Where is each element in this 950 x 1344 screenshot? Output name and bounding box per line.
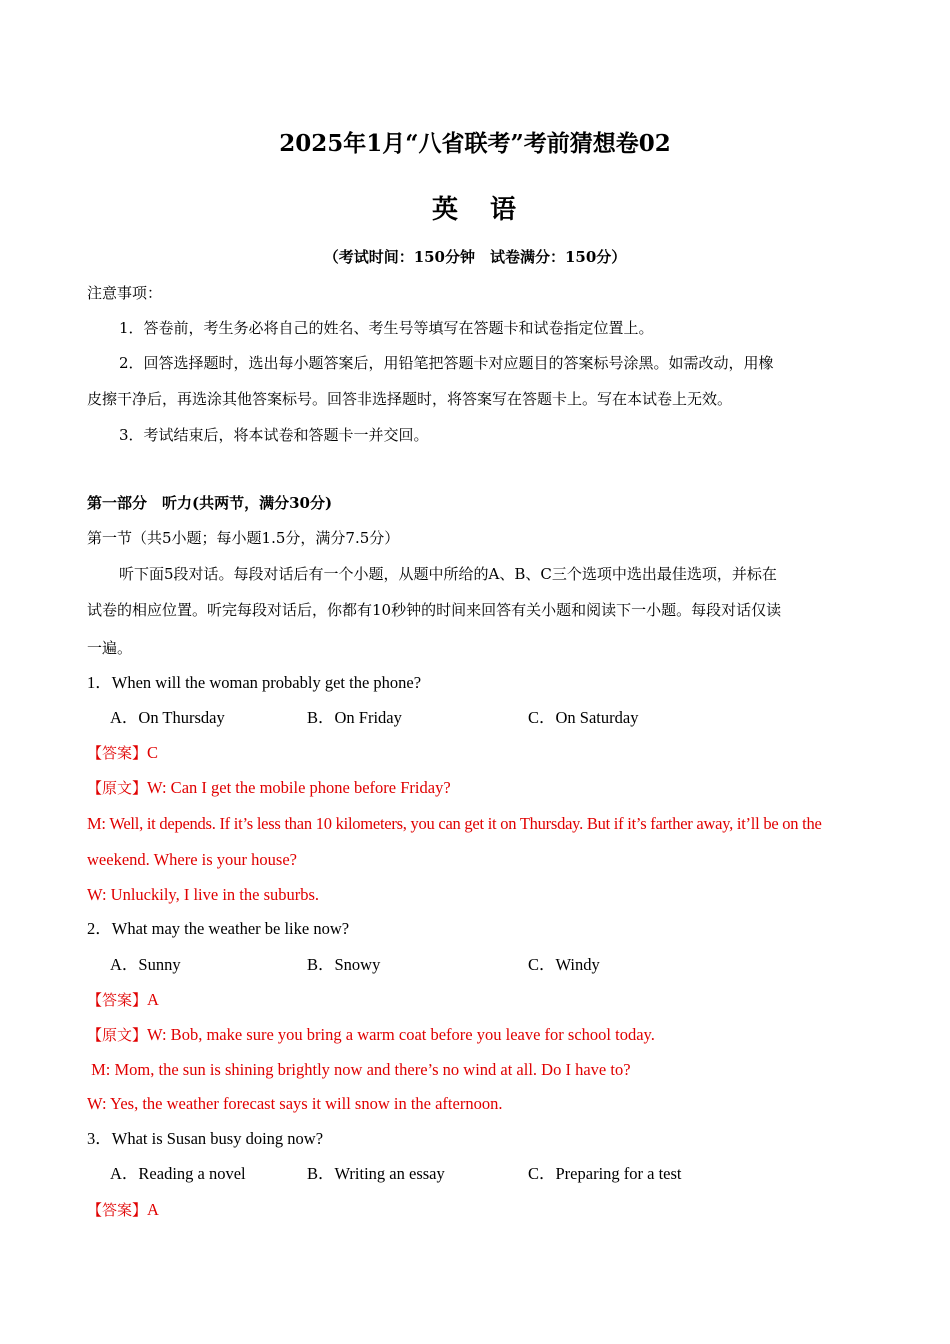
transcript-line: M: Well, it depends. If it’s less than 10 kilometers, you can get it on Thursday. But if it’s farther away, it’ll be on the [87,814,822,833]
question-2-stem: 2．What may the weather be like now? [87,919,350,938]
question-2-option-b: B．Snowy [307,955,381,974]
question-3-option-a: A．Reading a novel [110,1164,246,1183]
question-1-option-b: B．On Friday [307,708,402,727]
question-2-option-c: C．Windy [528,955,600,974]
instruction-line-1: 听下面5段对话。每段对话后有一个小题，从题中所给的A、B、C三个选项中选出最佳选项，并标在 [119,565,777,583]
transcript-line: M: Mom, the sun is shining brightly now and there’s no wind at all. Do I have to? [87,1060,631,1079]
subject-title [0,189,950,226]
transcript-line: W: Unluckily, I live in the suburbs. [87,885,320,904]
answer-tag: 【答案】 [87,1201,148,1219]
answer-value: A [147,990,159,1009]
question-3-stem: 3．What is Susan busy doing now? [87,1129,324,1148]
question-3-answer [87,1200,159,1220]
instruction-line-2: 试卷的相应位置。听完每段对话后，你都有10秒钟的时间来回答有关小题和阅读下一小题。每段对话仅读 [87,601,782,619]
notes-item-1: 1．答卷前，考生务必将自己的姓名、考生号等填写在答题卡和试卷指定位置上。 [119,319,654,337]
transcript-line: W: Bob, make sure you bring a warm coat before you leave for school today. [147,1025,655,1044]
answer-value: C [147,743,159,762]
transcript-line: W: Can I get the mobile phone before Friday? [147,778,451,797]
question-2-option-a: A．Sunny [110,955,181,974]
answer-tag: 【答案】 [87,991,148,1009]
transcript-tag: 【原文】 [87,779,148,797]
notes-heading: 注意事项： [87,284,163,302]
part-heading: 第一部分 听力(共两节，满分30分) [87,494,333,512]
question-1-answer [87,743,158,763]
transcript-line: weekend. Where is your house? [87,850,297,869]
page-title: 2025年1月“八省联考”考前猜想卷02 [279,130,671,157]
answer-value: A [147,1200,159,1219]
answer-tag: 【答案】 [87,744,148,762]
question-3-option-c: C．Preparing for a test [528,1164,682,1183]
notes-item-3: 3．考试结束后，将本试卷和答题卡一并交回。 [119,426,429,444]
subject-char-1: 英 [431,195,460,225]
question-1-option-c: C．On Saturday [528,708,639,727]
question-1-option-a: A．On Thursday [110,708,225,727]
transcript-line: W: Yes, the weather forecast says it will snow in the afternoon. [87,1094,503,1113]
transcript-tag: 【原文】 [87,1026,148,1044]
notes-item-2-line-2: 皮擦干净后，再选涂其他答案标号。回答非选择题时，将答案写在答题卡上。写在本试卷上无效。 [87,390,733,408]
question-2-transcript [87,1025,655,1045]
notes-item-2-line-1: 2．回答选择题时，选出每小题答案后，用铅笔把答题卡对应题目的答案标号涂黑。如需改动，用橡 [119,354,774,372]
question-3-option-b: B．Writing an essay [307,1164,445,1183]
section-heading: 第一节（共5小题；每小题1.5分，满分7.5分） [87,529,400,547]
question-1-stem: 1．When will the woman probably get the phone? [87,673,422,692]
exam-info: （考试时间：150分钟 试卷满分：150分） [323,248,627,266]
question-2-answer [87,990,159,1010]
question-1-transcript [87,778,451,798]
instruction-line-3: 一遍。 [87,639,133,657]
subject-char-2: 语 [490,195,519,225]
